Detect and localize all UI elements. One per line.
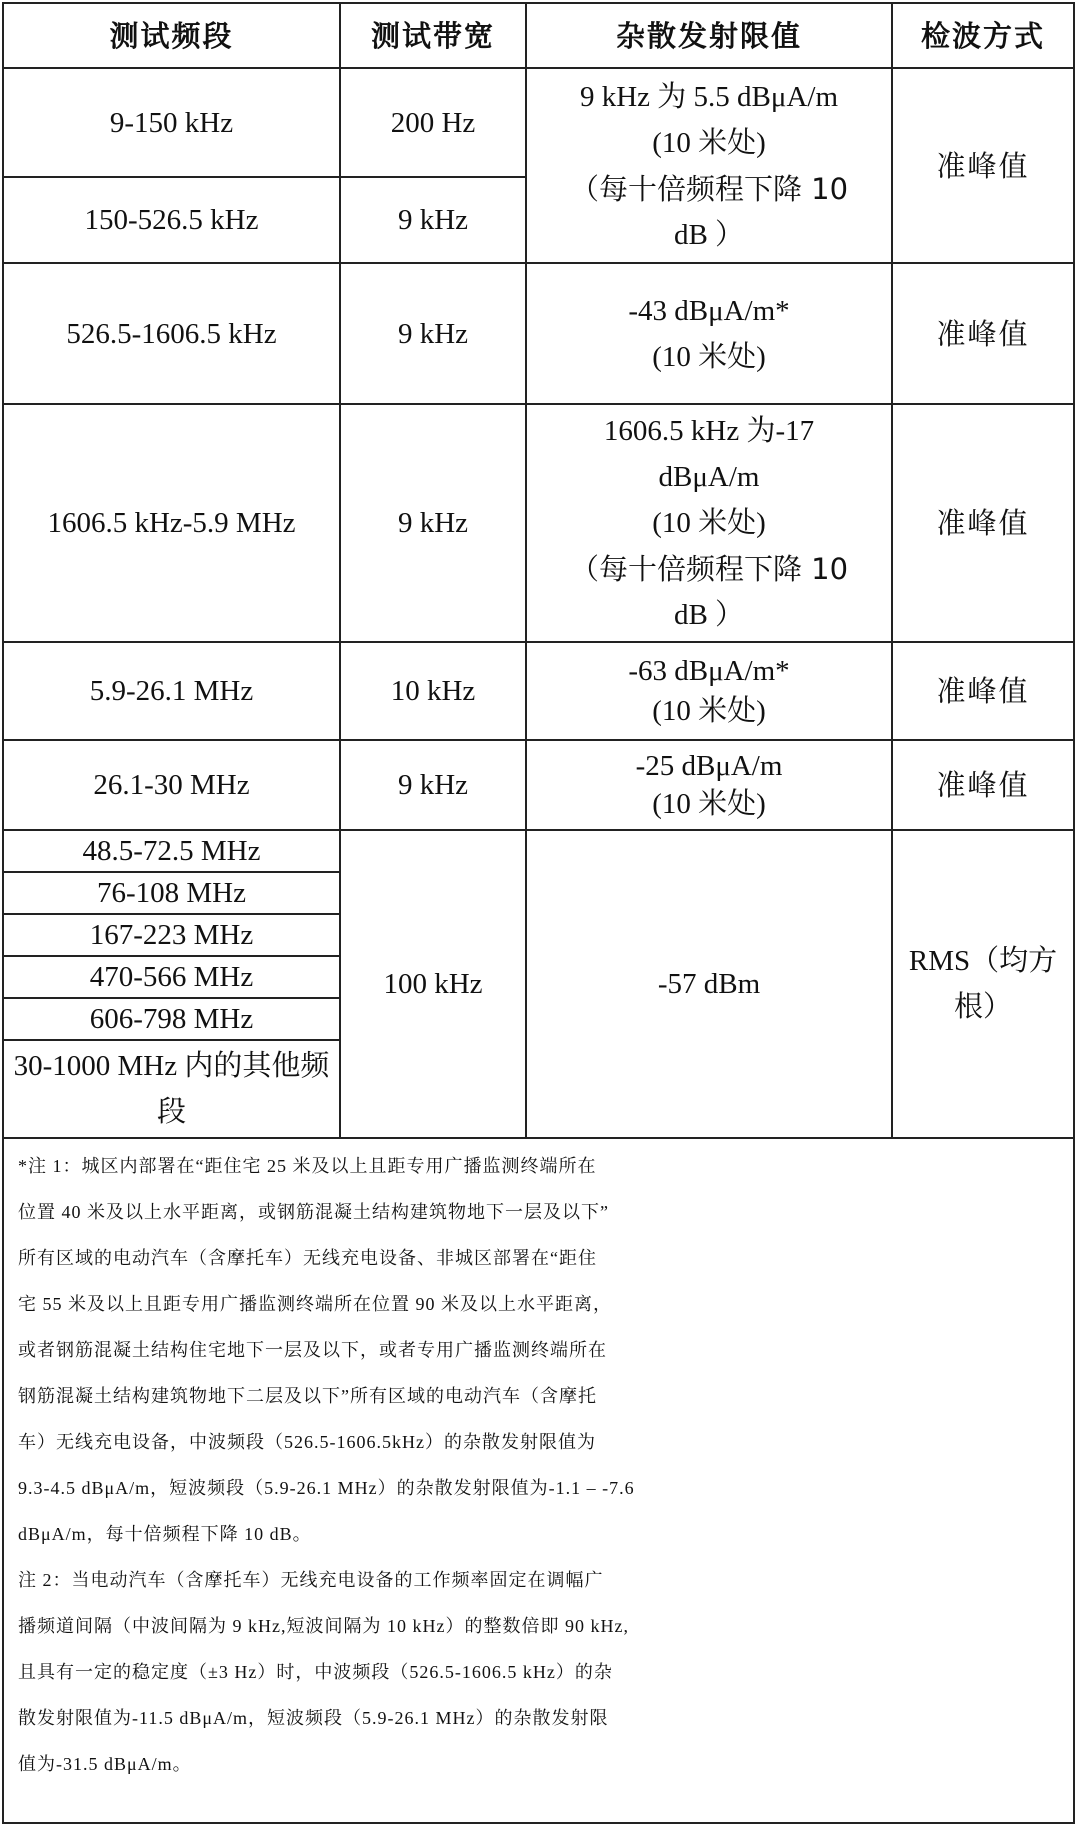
band-cell: 1606.5 kHz-5.9 MHz	[4, 404, 340, 642]
note-line: 宅 55 米及以上且距专用广播监测终端所在位置 90 米及以上水平距离，	[18, 1294, 612, 1314]
header-test-band: 测试频段	[4, 4, 340, 68]
limit-cell	[526, 68, 892, 263]
bandwidth-cell: 9 kHz	[340, 740, 526, 830]
limit-line: 1606.5 kHz 为-17	[603, 415, 815, 447]
spurious-emission-table	[4, 4, 1073, 1139]
note-line: 散发射限值为-11.5 dBμA/m，短波频段（5.9-26.1 MHz）的杂散发射限	[18, 1708, 609, 1728]
band-cell: 150-526.5 kHz	[4, 177, 340, 263]
band-cell: 5.9-26.1 MHz	[4, 642, 340, 740]
limit-cell	[526, 263, 892, 404]
note-line: 钢筋混凝土结构建筑物地下二层及以下”所有区域的电动汽车（含摩托	[18, 1386, 597, 1406]
bandwidth-cell: 100 kHz	[340, 830, 526, 1138]
band-cell: 167-223 MHz	[4, 914, 340, 956]
detector-cell: 准峰值	[892, 740, 1073, 830]
table-row	[4, 68, 1073, 177]
bandwidth-cell: 9 kHz	[340, 177, 526, 263]
limit-line: (10 米处)	[652, 340, 766, 373]
bandwidth-cell: 9 kHz	[340, 404, 526, 642]
limit-line: dBμA/m	[658, 461, 760, 493]
band-cell: 526.5-1606.5 kHz	[4, 263, 340, 404]
band-cell: 48.5-72.5 MHz	[4, 830, 340, 872]
note-line: 车）无线充电设备，中波频段（526.5-1606.5kHz）的杂散发射限值为	[18, 1432, 596, 1452]
note-line: 9.3-4.5 dBμA/m，短波频段（5.9-26.1 MHz）的杂散发射限值为-1.1 – -7.6	[18, 1478, 635, 1498]
limit-line: (10 米处)	[652, 507, 766, 539]
header-detector: 检波方式	[892, 4, 1073, 68]
note-line: 所有区域的电动汽车（含摩托车）无线充电设备、非城区部署在“距住	[18, 1248, 597, 1268]
table-row	[4, 404, 1073, 642]
table-row	[4, 740, 1073, 830]
band-cell: 26.1-30 MHz	[4, 740, 340, 830]
limit-line: （每十倍频程下降 10	[569, 171, 849, 206]
detector-cell: 准峰值	[892, 68, 1073, 263]
table-row	[4, 830, 1073, 872]
note-line: 注 2：当电动汽车（含摩托车）无线充电设备的工作频率固定在调幅广	[18, 1570, 604, 1590]
limit-line: (10 米处)	[652, 695, 766, 727]
band-cell: 606-798 MHz	[4, 998, 340, 1040]
limit-cell: -57 dBm	[526, 830, 892, 1138]
bandwidth-cell: 200 Hz	[340, 68, 526, 177]
detector-cell: 准峰值	[892, 263, 1073, 404]
note-line: 位置 40 米及以上水平距离，或钢筋混凝土结构建筑物地下一层及以下”	[18, 1202, 609, 1222]
note-line: *注 1：城区内部署在“距住宅 25 米及以上且距专用广播监测终端所在	[18, 1156, 597, 1176]
limit-cell	[526, 642, 892, 740]
detector-cell: 准峰值	[892, 404, 1073, 642]
note-line: 且具有一定的稳定度（±3 Hz）时，中波频段（526.5-1606.5 kHz）的杂	[18, 1662, 613, 1682]
detector-cell: 准峰值	[892, 642, 1073, 740]
limit-line: -43 dBμA/m*	[628, 294, 790, 327]
note-line: 值为-31.5 dBμA/m。	[18, 1754, 192, 1774]
table-row	[4, 642, 1073, 740]
limit-line: dB ）	[673, 218, 745, 251]
band-cell: 470-566 MHz	[4, 956, 340, 998]
table-row	[4, 263, 1073, 404]
note-line: 或者钢筋混凝土结构住宅地下一层及以下，或者专用广播监测终端所在	[18, 1340, 607, 1360]
notes-section	[4, 1139, 1073, 1787]
note-1	[18, 1143, 1061, 1557]
document-page	[2, 2, 1075, 1824]
limit-line: (10 米处)	[652, 788, 766, 820]
band-cell: 9-150 kHz	[4, 68, 340, 177]
limit-line: -25 dBμA/m	[635, 750, 783, 782]
limit-cell	[526, 740, 892, 830]
bandwidth-cell: 10 kHz	[340, 642, 526, 740]
limit-line: -63 dBμA/m*	[628, 655, 790, 687]
table-header-row	[4, 4, 1073, 68]
band-cell: 30-1000 MHz 内的其他频段	[4, 1040, 340, 1138]
note-line: dBμA/m，每十倍频程下降 10 dB。	[18, 1524, 312, 1544]
band-cell: 76-108 MHz	[4, 872, 340, 914]
detector-cell: RMS（均方根）	[892, 830, 1073, 1138]
limit-line: (10 米处)	[652, 126, 766, 159]
limit-line: 9 kHz 为 5.5 dBμA/m	[579, 80, 838, 113]
limit-line: dB ）	[673, 599, 745, 631]
limit-cell	[526, 404, 892, 642]
bandwidth-cell: 9 kHz	[340, 263, 526, 404]
note-line: 播频道间隔（中波间隔为 9 kHz,短波间隔为 10 kHz）的整数倍即 90 kHz,	[18, 1616, 629, 1636]
note-2	[18, 1557, 1061, 1787]
header-emission-limit: 杂散发射限值	[526, 4, 892, 68]
header-test-bandwidth: 测试带宽	[340, 4, 526, 68]
limit-line: （每十倍频程下降 10	[569, 552, 849, 586]
